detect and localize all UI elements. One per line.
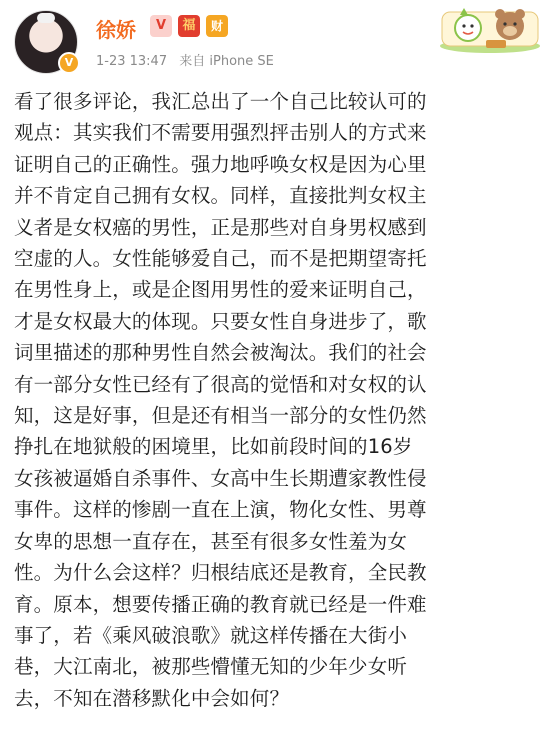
post-body-line: 性。为什么会这样？归根结底还是教育，全民教: [14, 561, 427, 585]
post-body-line: 女卑的思想一直存在，甚至有很多女性羞为女: [14, 529, 408, 553]
post-meta: [96, 50, 282, 69]
post-source: 来自 iPhone SE: [179, 54, 274, 69]
post-body-line: 事件。这样的惨剧一直在上演，物化女性、男尊: [14, 498, 427, 522]
post-body-line: 巷，大江南北，被那些懵懂无知的少年少女听: [14, 655, 408, 679]
post-body-line: 女孩被逼婚自杀事件、女高中生长期遭家教性侵: [14, 466, 427, 490]
hair-bow-decoration: [37, 13, 55, 23]
cai-badge-icon[interactable]: 财: [206, 15, 228, 37]
author-name[interactable]: 徐娇: [96, 18, 136, 42]
vip-badge-icon[interactable]: V: [150, 15, 172, 37]
post-body-line: 知，这是好事，但是还有相当一部分的女性仍然: [14, 404, 427, 428]
post-timestamp: 1-23 13:47: [96, 54, 168, 69]
post-body-line: 词里描述的那种男性自然会被淘汰。我们的社会: [14, 341, 427, 365]
post-body-line: 义者是女权癌的男性，正是那些对自身男权感到: [14, 215, 427, 239]
post-body-line: 证明自己的正确性。强力地呼唤女权是因为心里: [14, 152, 427, 176]
cartoon-sticker-icon: [436, 2, 544, 54]
verified-badge-icon: V: [58, 52, 80, 74]
post-body-line: 才是女权最大的体现。只要女性自身进步了，歌: [14, 309, 427, 333]
post-header: [0, 0, 550, 84]
post-body-line: 并不肯定自己拥有女权。同样，直接批判女权主: [14, 184, 427, 208]
post-body-line: 事了，若《乘风破浪歌》就这样传播在大街小: [14, 623, 408, 647]
post-body-line: 去，不知在潜移默化中会如何？: [14, 686, 290, 710]
post-body-line: 在男性身上，或是企图用男性的爱来证明自己，: [14, 278, 427, 302]
post-body-line: 空虚的人。女性能够爱自己，而不是把期望寄托: [14, 247, 427, 271]
post-body-line: 有一部分女性已经有了很高的觉悟和对女权的认: [14, 372, 427, 396]
post-body-line: 观点：其实我们不需要用强烈抨击别人的方式来: [14, 121, 427, 145]
post-body-line: 育。原本，想要传播正确的教育就已经是一件难: [14, 592, 427, 616]
post-body: [14, 86, 538, 714]
post-body-line: 看了很多评论，我汇总出了一个自己比较认可的: [14, 90, 427, 113]
red-packet-badge-icon[interactable]: 福: [178, 15, 200, 37]
post-body-line: 挣扎在地狱般的困境里，比如前段时间的16岁: [14, 435, 413, 459]
